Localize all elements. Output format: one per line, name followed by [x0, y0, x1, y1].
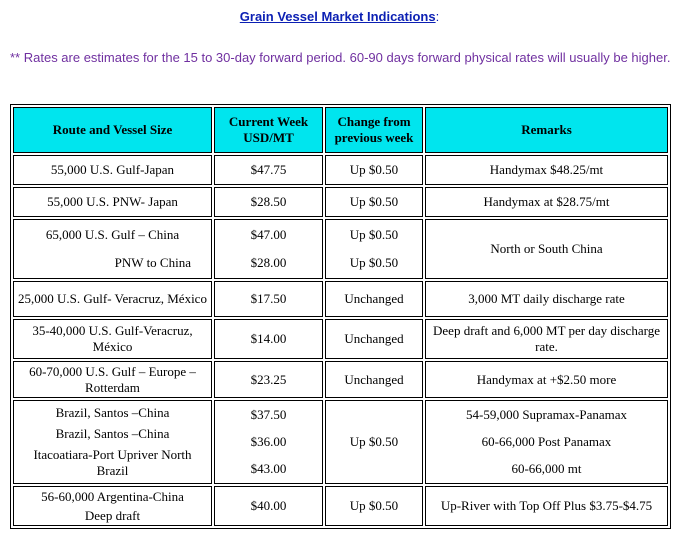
current-line: $28.00: [250, 255, 287, 270]
current-cell: [214, 219, 323, 279]
table-row: [13, 486, 668, 526]
route-line: PNW to China: [114, 255, 191, 270]
change-cell: Up $0.50: [325, 155, 423, 185]
current-cell: $28.50: [214, 187, 323, 217]
table-row: [13, 187, 668, 217]
remarks-cell: North or South China: [425, 219, 668, 279]
change-line: Up $0.50: [349, 255, 399, 270]
route-cell: 25,000 U.S. Gulf- Veracruz, México: [13, 281, 212, 317]
current-line: $47.00: [250, 227, 287, 242]
current-line: $43.00: [250, 460, 287, 476]
page-title-text: Grain Vessel Market Indications: [239, 9, 436, 24]
route-line: 56-60,000 Argentina-China: [41, 488, 184, 504]
remarks-cell: Handymax at $28.75/mt: [425, 187, 668, 217]
route-cell: 35-40,000 U.S. Gulf-Veracruz, México: [13, 319, 212, 359]
remarks-line: 54-59,000 Supramax-Panamax: [465, 407, 628, 423]
remarks-cell: Deep draft and 6,000 MT per day discharge rate.: [425, 319, 668, 359]
current-line: $37.50: [250, 407, 287, 423]
change-cell: Up $0.50: [325, 400, 423, 484]
change-cell: Unchanged: [325, 281, 423, 317]
change-cell: [325, 219, 423, 279]
table-row: [13, 319, 668, 359]
route-cell: [13, 400, 212, 484]
route-cell: 55,000 U.S. PNW- Japan: [13, 187, 212, 217]
change-cell: Unchanged: [325, 319, 423, 359]
page-title-colon: :: [435, 9, 440, 24]
route-line: Deep draft: [84, 507, 141, 523]
change-line: Up $0.50: [349, 227, 399, 242]
change-cell: Up $0.50: [325, 486, 423, 526]
remarks-cell: Up-River with Top Off Plus $3.75-$4.75: [425, 486, 668, 526]
route-cell: 60-70,000 U.S. Gulf – Europe – Rotterdam: [13, 361, 212, 398]
remarks-line: 60-66,000 mt: [511, 460, 582, 476]
current-cell: $17.50: [214, 281, 323, 317]
route-line: Brazil, Santos –China: [55, 404, 170, 420]
current-line: $36.00: [250, 433, 287, 449]
route-cell: [13, 219, 212, 279]
route-line: 65,000 U.S. Gulf – China: [45, 227, 180, 242]
header-current-week: Current Week USD/MT: [214, 107, 323, 153]
table-row: [13, 219, 668, 279]
current-cell: $47.75: [214, 155, 323, 185]
route-line: Itacoatiara-Port Upriver North Brazil: [33, 447, 192, 479]
remarks-cell: 3,000 MT daily discharge rate: [425, 281, 668, 317]
remarks-cell: [425, 400, 668, 484]
remarks-cell: Handymax $48.25/mt: [425, 155, 668, 185]
change-cell: Up $0.50: [325, 187, 423, 217]
table-row: [13, 361, 668, 398]
change-cell: Unchanged: [325, 361, 423, 398]
table-header-row: [13, 107, 668, 153]
route-cell: [13, 486, 212, 526]
current-cell: $14.00: [214, 319, 323, 359]
header-change: Change from previous week: [325, 107, 423, 153]
rates-note: ** Rates are estimates for the 15 to 30-day forward period. 60-90 days forward physical rates will usually be higher.: [10, 50, 671, 65]
table-row: [13, 281, 668, 317]
current-cell: [214, 400, 323, 484]
header-remarks: Remarks: [425, 107, 668, 153]
current-cell: $23.25: [214, 361, 323, 398]
route-cell: 55,000 U.S. Gulf-Japan: [13, 155, 212, 185]
header-route: Route and Vessel Size: [13, 107, 212, 153]
current-cell: $40.00: [214, 486, 323, 526]
remarks-cell: Handymax at +$2.50 more: [425, 361, 668, 398]
route-line: Brazil, Santos –China: [55, 425, 170, 441]
grain-vessel-table: [10, 104, 671, 529]
page-title: [0, 9, 679, 24]
table-row: [13, 400, 668, 484]
remarks-line: 60-66,000 Post Panamax: [481, 433, 612, 449]
table-row: [13, 155, 668, 185]
